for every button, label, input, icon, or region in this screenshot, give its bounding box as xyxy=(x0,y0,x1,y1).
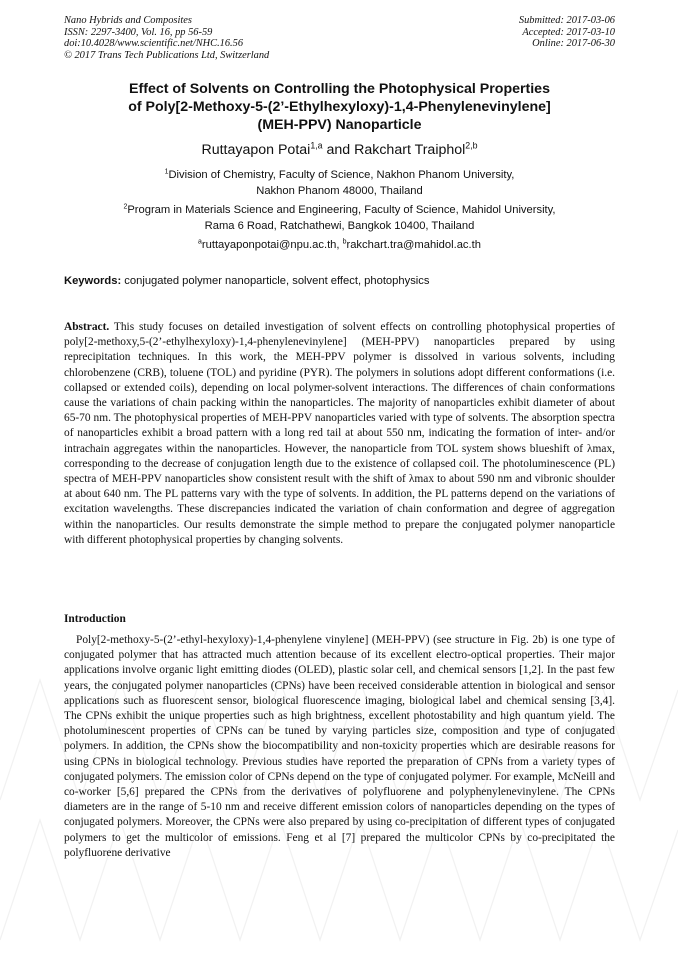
affiliation-2 xyxy=(64,203,615,234)
email-a-mark: a xyxy=(198,238,202,246)
email-separator: , xyxy=(336,239,343,251)
affiliation-1 xyxy=(64,168,615,199)
introduction-heading: Introduction xyxy=(64,613,126,625)
affiliation-2-line-1: Program in Materials Science and Engineering, Faculty of Science, Mahidol University, xyxy=(127,204,556,216)
journal-copyright: © 2017 Trans Tech Publications Ltd, Switzerland xyxy=(64,49,270,61)
affiliation-1-line-2: Nakhon Phanom 48000, Thailand xyxy=(256,184,423,197)
author-2-name: Rakchart Traiphol xyxy=(354,142,466,158)
submitted-date: Submitted: 2017-03-06 xyxy=(518,15,615,26)
affiliation-2-line-2: Rama 6 Road, Ratchathewi, Bangkok 10400, Thailand xyxy=(204,219,475,232)
journal-doi: doi:10.4028/www.scientific.net/NHC.16.56 xyxy=(64,38,244,50)
introduction-paragraph: Poly[2-methoxy-5-(2’-ethyl-hexyloxy)-1,4-phenylene vinylene] (MEH-PPV) (see structure in Fig. 2b) is one type of conjugated polymer that has attracted much attention because of its excellent electro-optical properties. Their major applications involve organic light emitting diodes (OLED), plastic solar cell, and chemical sensors [1,2]. In the past few years, the conjugated polymer nanoparticles (CPNs) have been received considerable attention in biological and sensor applications such as fluorescent sensor, biological fluorescence imaging, biological label and chemical sensing [3,4]. The CPNs exhibit the unique properties such as high brightness, excellent photostability and high quantum yield. The photoluminescent properties of CPNs can be tuned by varying particles size, composition and type of conjugated polymers. In addition, the CPNs show the biocompatibility and non-toxicity properties which are desirable reasons for using CPNs in biological technology. Previous studies have reported the preparation of CPNs from a variety types of conjugated polymers. The emission color of CPNs depend on the type of conjugated polymer. For example, McNeill and co-worker [5,6] prepared the CPNs from the derivatives of polyfluorene and polyphenylenevinylene. The CPNs diameters are in the range of 5-10 nm and receive different emission colors of nanoparticles depending on the types of conjugated polymers. Moreover, the CPNs were also prepared by using co-precipitation of different types of conjugated polymers to get the multicolor of emissions. Feng et al [7] prepared the multicolor CPNs by co-precipitated the polyfluorene derivative xyxy=(64,634,615,859)
affiliation-1-line-1: Division of Chemistry, Faculty of Science, Nakhon Phanom University, xyxy=(168,169,515,181)
author-2-affil-mark: 2,b xyxy=(465,140,478,151)
abstract-paragraph xyxy=(64,320,615,548)
keywords-text: conjugated polymer nanoparticle, solvent effect, photophysics xyxy=(121,275,430,287)
author-conjunction: and xyxy=(322,142,355,158)
paper-title xyxy=(64,80,615,134)
affiliation-1-number: 1 xyxy=(164,168,169,176)
author-1-name: Ruttayapon Potai xyxy=(201,142,311,158)
title-line-3: (MEH-PPV) Nanoparticle xyxy=(257,117,422,133)
author-1-affil-mark: 1,a xyxy=(310,140,323,151)
author-list xyxy=(64,142,615,158)
email-b-mark: b xyxy=(342,238,347,246)
abstract-text: This study focuses on detailed investigation of solvent effects on controlling photophysical properties of poly[2-methoxy,5-(2’-ethylhexyloxy)-1,4-phenylenevinylene] (MEH-PPV) nanoparticles prepared by using reprecipitation techniques. In this work, the MEH-PPV polymer is dissolved in various solvents, including chlorobenzene (CRB), toluene (TOL) and pyridine (PYR). The polymers in solutions adopt different conformations (i.e. collapsed or extended coils), depending on local polymer-solvent interactions. The differences of chain conformations cause the variations of chain packing within the nanoparticles. The majority of nanoparticles exhibit diameter of about 65-70 nm. The photophysical properties of MEH-PPV nanoparticles varied with type of solvents. The absorption spectra of nanoparticles exhibit a broad pattern with a long red tail at about 550 nm, indicating the formation of inter- and/or intrachain aggregates within the nanoparticles. However, the nanoparticle from TOL system shows blueshift of λmax, corresponding to the decrease of conjugation length due to the existence of collapsed coil. The photoluminescence (PL) spectra of MEH-PPV nanoparticles show consistent result with the shift of λmax to about 590 nm and vibronic shoulder at about 640 nm. The PL patterns vary with the type of solvents. In addition, the PL patterns depend on the variations of excitation wavelengths. These discrepancies indicated the variation of chain conformation and degree of aggregation within the nanoparticles. Our results demonstrate the simple method to prepare the conjugated polymer nanoparticle with different photophysical properties by changing solvents. xyxy=(64,321,615,546)
journal-name: Nano Hybrids and Composites xyxy=(64,15,192,26)
accepted-date: Accepted: 2017-03-10 xyxy=(522,26,615,38)
affiliation-2-number: 2 xyxy=(123,203,128,211)
abstract-label: Abstract. xyxy=(64,321,110,333)
email-b: rakchart.tra@mahidol.ac.th xyxy=(346,239,481,251)
email-a: ruttayaponpotai@npu.ac.th xyxy=(201,239,337,251)
title-line-1: Effect of Solvents on Controlling the Photophysical Properties xyxy=(129,81,550,97)
keywords-label: Keywords: xyxy=(64,275,122,287)
author-emails xyxy=(64,238,615,254)
title-line-2: of Poly[2-Methoxy-5-(2’-Ethylhexyloxy)-1,4-Phenylenevinylene] xyxy=(128,99,551,115)
publication-dates xyxy=(519,15,615,50)
keywords-line xyxy=(64,275,615,287)
journal-issn: ISSN: 2297-3400, Vol. 16, pp 56-59 xyxy=(64,26,213,38)
online-date: Online: 2017-06-30 xyxy=(532,38,615,50)
journal-info xyxy=(64,15,269,61)
